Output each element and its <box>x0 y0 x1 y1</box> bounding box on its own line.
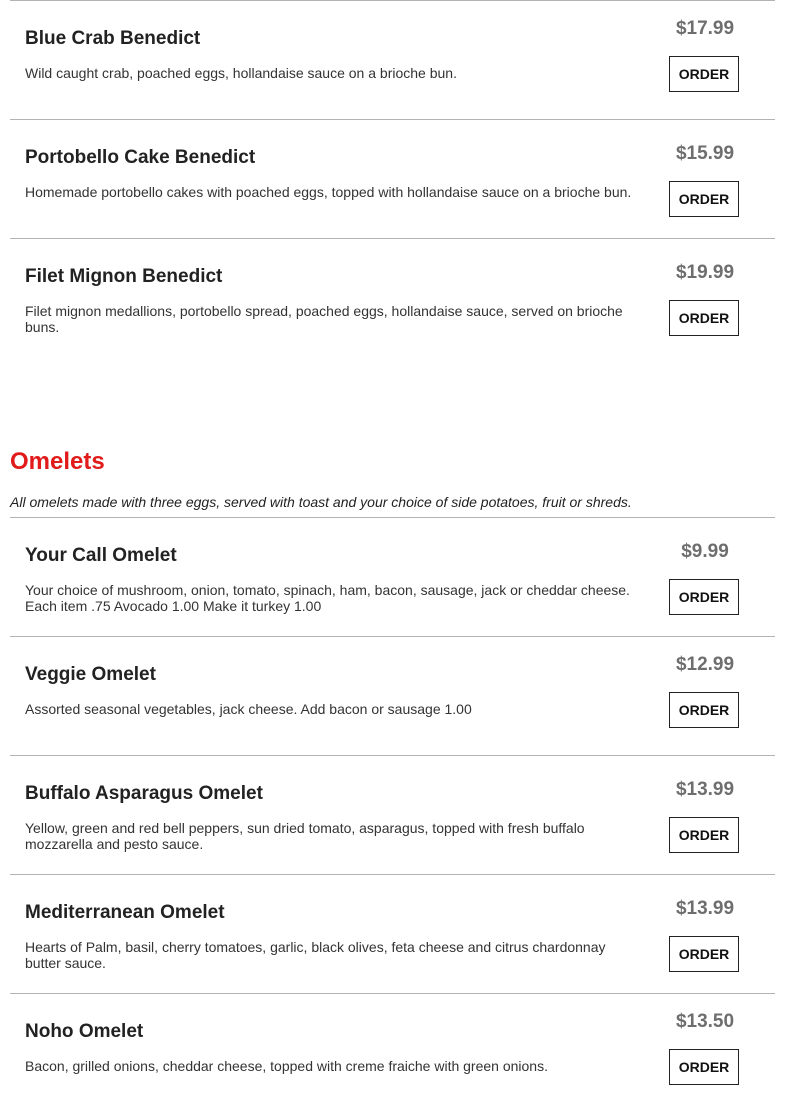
item-name: Noho Omelet <box>25 1021 144 1042</box>
item-name: Filet Mignon Benedict <box>25 266 223 287</box>
order-button[interactable]: ORDER <box>669 692 739 728</box>
item-price: $12.99 <box>675 654 735 675</box>
menu-item <box>10 517 775 636</box>
price-column <box>665 518 745 636</box>
order-button[interactable]: ORDER <box>669 1049 739 1085</box>
item-price: $17.99 <box>675 18 735 39</box>
item-price: $13.50 <box>675 1011 735 1032</box>
price-column <box>665 756 745 874</box>
order-button[interactable]: ORDER <box>669 300 739 336</box>
section-title-omelets: Omelets <box>10 448 105 475</box>
order-button[interactable]: ORDER <box>669 817 739 853</box>
item-description: Yellow, green and red bell peppers, sun dried tomato, asparagus, topped with fresh buffalo mozzarella and pesto sauce. <box>25 820 585 852</box>
item-description: Homemade portobello cakes with poached eggs, topped with hollandaise sauce on a brioche bun. <box>25 184 632 200</box>
item-price: $19.99 <box>675 262 735 283</box>
item-description: Assorted seasonal vegetables, jack cheese. Add bacon or sausage 1.00 <box>25 701 472 717</box>
item-description: Hearts of Palm, basil, cherry tomatoes, garlic, black olives, feta cheese and citrus chardonnay butter sauce. <box>25 939 606 971</box>
menu-item <box>10 119 775 238</box>
price-column <box>665 120 745 238</box>
menu-item <box>10 238 775 357</box>
price-column <box>665 239 745 357</box>
order-button[interactable]: ORDER <box>669 56 739 92</box>
item-price: $13.99 <box>675 779 735 800</box>
item-name: Veggie Omelet <box>25 664 156 685</box>
menu-item <box>10 0 775 119</box>
section-note: All omelets made with three eggs, served with toast and your choice of side potatoes, fruit or shreds. <box>10 494 632 510</box>
item-price: $13.99 <box>675 898 735 919</box>
item-name: Buffalo Asparagus Omelet <box>25 783 263 804</box>
price-column <box>665 994 745 1112</box>
menu-item <box>10 993 775 1101</box>
order-button[interactable]: ORDER <box>669 579 739 615</box>
item-name: Mediterranean Omelet <box>25 902 225 923</box>
price-column <box>665 875 745 993</box>
price-column <box>665 1 745 119</box>
item-price: $15.99 <box>675 143 735 164</box>
item-price: $9.99 <box>681 541 729 562</box>
menu-item <box>10 636 775 755</box>
item-name: Blue Crab Benedict <box>25 28 201 49</box>
item-description: Bacon, grilled onions, cheddar cheese, topped with creme fraiche with green onions. <box>25 1058 548 1074</box>
menu-item <box>10 874 775 993</box>
order-button[interactable]: ORDER <box>669 181 739 217</box>
item-description: Wild caught crab, poached eggs, hollandaise sauce on a brioche bun. <box>25 65 457 81</box>
item-name: Your Call Omelet <box>25 545 177 566</box>
item-name: Portobello Cake Benedict <box>25 147 256 168</box>
order-button[interactable]: ORDER <box>669 936 739 972</box>
item-description: Filet mignon medallions, portobello spread, poached eggs, hollandaise sauce, served on brioche buns. <box>25 303 623 335</box>
menu-item <box>10 755 775 874</box>
item-description: Your choice of mushroom, onion, tomato, spinach, ham, bacon, sausage, jack or cheddar cheese. Each item .75 Avocado 1.00 Make it turkey 1.00 <box>25 582 630 614</box>
price-column <box>665 637 745 755</box>
